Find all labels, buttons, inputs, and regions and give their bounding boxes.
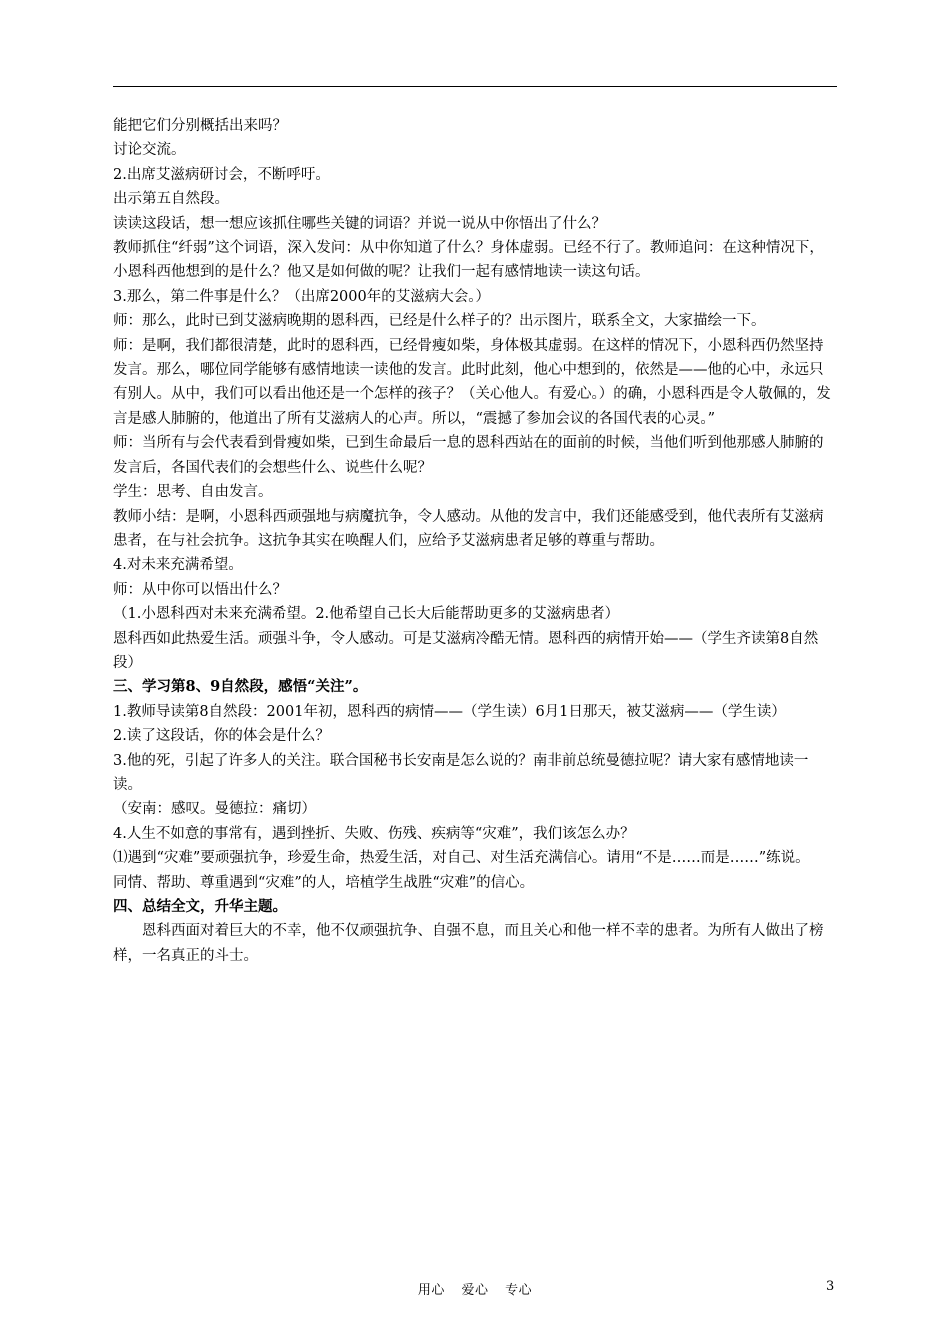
paragraph: 能把它们分别概括出来吗？ xyxy=(113,118,287,134)
section-heading: 四、总结全文，升华主题。 xyxy=(113,898,287,915)
paragraph: 2.出席艾滋病研讨会，不断呼吁。 xyxy=(113,166,330,183)
paragraph: ⑴遇到“灾难”要顽强抗争，珍爱生命，热爱生活，对自己、对生活充满信心。请用“不是……而是……”练说。 xyxy=(113,850,810,867)
paragraph: 师：那么，此时已到艾滋病晚期的恩科西，已经是什么样子的？出示图片，联系全文，大家描绘一下。 xyxy=(113,313,766,330)
paragraph: 学生：思考、自由发言。 xyxy=(113,484,273,501)
paragraph: 4.人生不如意的事常有，遇到挫折、失败、伤残、疾病等“灾难”，我们该怎么办？ xyxy=(113,825,635,842)
paragraph: 3.他的死，引起了许多人的关注。联合国秘书长安南是怎么说的？南非前总统曼德拉呢？请大家有感情地读一读。 xyxy=(113,752,809,793)
paragraph: 读读这段话，想一想应该抓住哪些关键的词语？并说一说从中你悟出了什么？ xyxy=(113,215,606,232)
paragraph: （1.小恩科西对未来充满希望。2.他希望自己长大后能帮助更多的艾滋病患者） xyxy=(113,606,620,623)
paragraph: 恩科西如此热爱生活。顽强斗争，令人感动。可是艾滋病冷酷无情。恩科西的病情开始——（学生齐读第8自然段） xyxy=(113,630,819,671)
paragraph: 3.那么，第二件事是什么？（出席2000年的艾滋病大会。） xyxy=(113,288,490,305)
page-number: 3 xyxy=(826,1279,835,1294)
paragraph: 教师抓住“纤弱”这个词语，深入发问：从中你知道了什么？身体虚弱。已经不行了。教师追问：在这种情况下，小恩科西他想到的是什么？他又是如何做的呢？让我们一起有感情地读一读这句话。 xyxy=(113,240,824,281)
paragraph: 2.读了这段话，你的体会是什么？ xyxy=(113,728,330,745)
paragraph: （安南：感叹。曼德拉：痛切） xyxy=(113,801,316,818)
paragraph: 出示第五自然段。 xyxy=(113,191,229,208)
paragraph: 教师小结：是啊，小恩科西顽强地与病魔抗争，令人感动。从他的发言中，我们还能感受到，他代表所有艾滋病患者，在与社会抗争。这抗争其实在唤醒人们，应给予艾滋病患者足够的尊重与帮助。 xyxy=(113,508,824,549)
paragraph: 4.对未来充满希望。 xyxy=(113,557,243,574)
header-rule xyxy=(113,86,837,87)
paragraph: 师：当所有与会代表看到骨瘦如柴，已到生命最后一息的恩科西站在的面前的时候，当他们听到他那感人肺腑的发言后，各国代表们的会想些什么、说些什么呢？ xyxy=(113,435,824,476)
document-body xyxy=(113,114,837,968)
paragraph: 同情、帮助、尊重遇到“灾难”的人，培植学生战胜“灾难”的信心。 xyxy=(113,874,535,891)
paragraph: 讨论交流。 xyxy=(113,142,186,159)
paragraph: 恩科西面对着巨大的不幸，他不仅顽强抗争、自强不息，而且关心和他一样不幸的患者。为所有人做出了榜样，一名真正的斗士。 xyxy=(113,923,824,964)
section-heading: 三、学习第8、9自然段，感悟“关注”。 xyxy=(113,678,368,696)
page-footer xyxy=(0,1279,950,1299)
paragraph: 师：从中你可以悟出什么？ xyxy=(113,581,287,598)
paragraph: 师：是啊，我们都很清楚，此时的恩科西，已经骨瘦如柴，身体极其虚弱。在这样的情况下，小恩科西仍然坚持发言。那么，哪位同学能够有感情地读一读他的发言。此时此刻，他心中想到的，依然是——他的心中，永远只有别人。从中，我们可以看出他还是一个怎样的孩子？（关心他人。有爱心。）的确，小恩科西是令人敬佩的，发言是感人肺腑的，他道出了所有艾滋病人的心声。所以，“震撼了参加会议的各国代表的心灵。” xyxy=(113,337,831,427)
footer-motto: 用心 爱心 专心 xyxy=(417,1283,533,1298)
paragraph: 1.教师导读第8自然段：2001年初，恩科西的病情——（学生读）6月1日那天，被艾滋病——（学生读） xyxy=(113,703,786,720)
